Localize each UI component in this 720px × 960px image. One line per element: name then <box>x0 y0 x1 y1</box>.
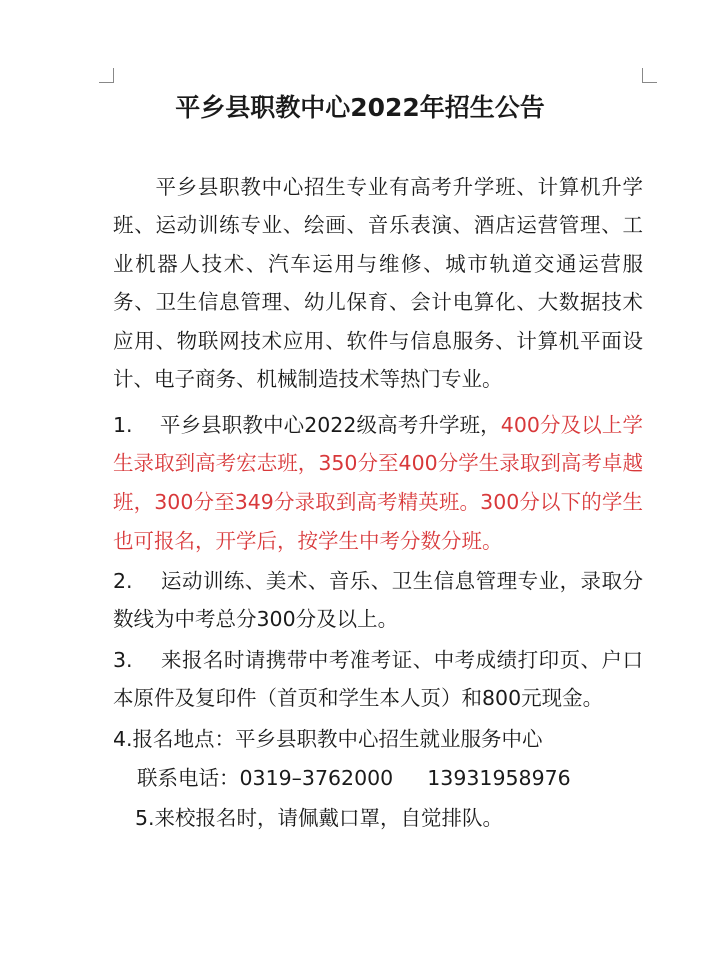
phone-landline: 0319–3762000 <box>239 766 394 790</box>
item-1-highlight: 400分及以上学 <box>500 413 643 437</box>
item-5-notice: 5.来校报名时，请佩戴口罩，自觉排队。 <box>135 806 504 830</box>
contact-phone <box>137 765 667 791</box>
item-4-location: 4.报名地点：平乡县职教中心招生就业服务中心 <box>113 727 543 751</box>
item-1-highlight-line: 生录取到高考宏志班，350分至400分学生录取到高考卓越 <box>113 451 643 475</box>
item-2-line: 2. 运动训练、美术、音乐、卫生信息管理专业，录取分 <box>113 569 643 593</box>
intro-line: 业机器人技术、汽车运用与维修、城市轨道交通运营服 <box>113 252 643 276</box>
page-title: 平乡县职教中心2022年招生公告 <box>175 93 545 122</box>
intro-line: 务、卫生信息管理、幼儿保育、会计电算化、大数据技术 <box>113 290 643 314</box>
item-1-highlight-line: 也可报名，开学后，按学生中考分数分班。 <box>113 529 503 553</box>
item-1-highlight-line: 班，300分至349分录取到高考精英班。300分以下的学生 <box>113 490 643 514</box>
item-1-text: 1. 平乡县职教中心2022级高考升学班， <box>113 413 501 437</box>
item-2-line: 数线为中考总分300分及以上。 <box>113 607 399 631</box>
item-3-line: 本原件及复印件（首页和学生本人页）和800元现金。 <box>113 686 604 710</box>
crop-mark-top-left <box>99 68 114 83</box>
intro-line: 班、运动训练专业、绘画、音乐表演、酒店运营管理、工 <box>113 213 643 237</box>
phone-mobile: 13931958976 <box>427 766 571 790</box>
crop-mark-top-right <box>642 68 657 83</box>
phone-label: 联系电话： <box>137 766 240 790</box>
intro-line: 平乡县职教中心招生专业有高考升学班、计算机升学 <box>113 175 643 199</box>
item-3-line: 3. 来报名时请携带中考准考证、中考成绩打印页、户口 <box>113 648 643 672</box>
intro-line: 计、电子商务、机械制造技术等热门专业。 <box>113 367 503 391</box>
intro-line: 应用、物联网技术应用、软件与信息服务、计算机平面设 <box>113 329 643 353</box>
item-1-line <box>113 412 643 438</box>
